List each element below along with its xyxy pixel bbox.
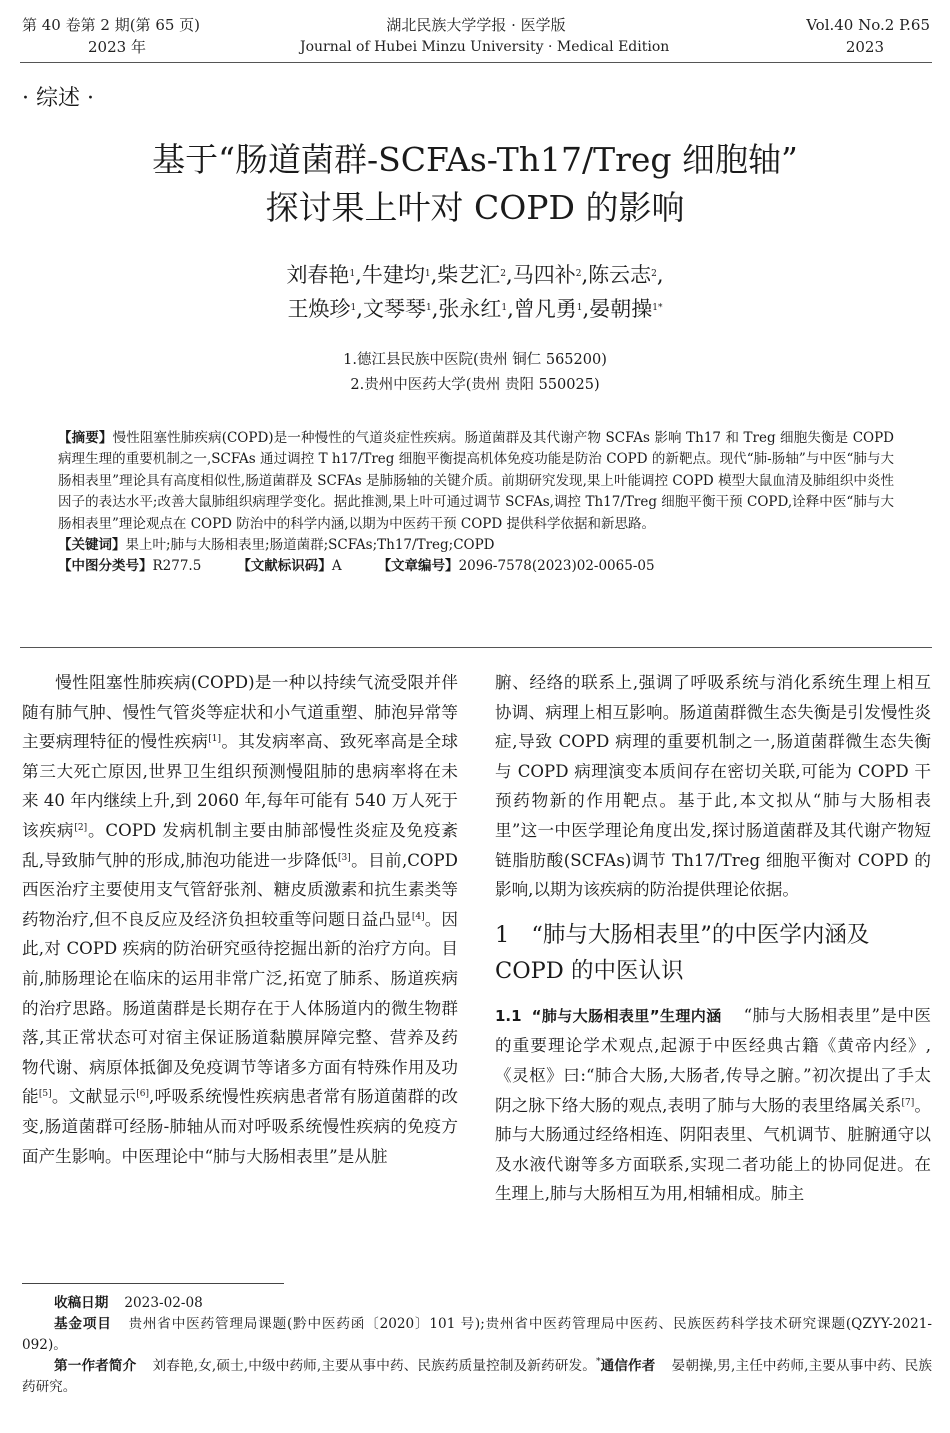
article-no-label: 【文章编号】 [377, 558, 459, 575]
doc-code-label: 【文献标识码】 [237, 558, 332, 575]
year-right: 2023 [845, 38, 884, 56]
author-affiliation-marker: 1* [652, 303, 663, 313]
clc-label: 【中图分类号】 [58, 558, 153, 575]
author-affiliation-marker: 1 [576, 303, 583, 313]
author-affiliation-marker: 2 [500, 269, 507, 279]
author-line-1: 刘春艳$^1$,牛建均$^1$,柴艺汇$^2$,马四补$^2$,陈云志$^2$, [286, 263, 664, 287]
author-affiliation-marker: 1 [425, 303, 432, 313]
author-name: 牛建均 [361, 263, 425, 287]
fund-info: 基金项目 贵州省中医药管理局课题(黔中医药函〔2020〕101 号);贵州省中医药管理局中医药、民族医药科学技术研究课题(QZYY-2021-092)。 [22, 1316, 932, 1353]
body-right-column [495, 668, 931, 1209]
clc-value: R277.5 [152, 558, 202, 575]
journal-volume-info [22, 14, 282, 58]
classification-line [58, 556, 894, 577]
abstract-rule [20, 647, 932, 648]
header-rule [20, 62, 932, 63]
section-heading-1 [495, 917, 931, 989]
author-affiliation-marker: 1 [501, 303, 508, 313]
keywords-label: 【关键词】 [58, 537, 126, 554]
subsection-number: 1.1 [495, 1006, 522, 1025]
citation-4: [4] [411, 911, 425, 922]
subsection-title: “肺与大肠相表里”生理内涵 [531, 1006, 722, 1025]
section-label: · 综述 · [22, 86, 94, 111]
author-affiliation-marker: 1 [424, 269, 431, 279]
received-label: 收稿日期 [54, 1295, 109, 1311]
citation-2: [2] [74, 822, 88, 833]
footnotes [22, 1293, 932, 1398]
keywords [58, 535, 894, 556]
vol-no-page: Vol.40 No.2 P.65 [806, 16, 930, 34]
author-name: 曾凡勇 [513, 297, 577, 321]
abstract-text: 慢性阻塞性肺疾病(COPD)是一种慢性的气道炎症性疾病。肠道菌群及其代谢产物 SCFAs 影响 Th17 和 Treg 细胞失衡是 COPD 病理生理的重要机制之一,SCFAs 通过调控 T h17/Treg 细胞平衡提高机体免疫功能是防治 COPD 的新靶点。现代“肺-肠轴”与中医“肺与大肠相表里”理论具有高度相似性,肠道菌群及 SCFAs 是肺肠轴的关键介质。前期研究发现,果上叶能调控 COPD 模型大鼠血清及肺组织中炎性因子的表达水平;改善大鼠肺组织病理学变化。据此推测,果上叶可通过调节 SCFAs,调控 Th17/Treg 细胞平衡干预 COPD,诠释中医“肺与大肠相表里”理论观点在 COPD 防治中的科学内涵,以期为中医药干预 COPD 提供科学依据和新思路。 [58, 430, 894, 532]
author-name: 陈云志 [588, 263, 652, 287]
author-name: 柴艺汇 [437, 263, 501, 287]
author-affiliation-marker: 2 [651, 269, 657, 279]
affiliations [40, 348, 910, 398]
author-affiliation-marker: 2 [575, 269, 582, 279]
citation-6: [6] [136, 1089, 150, 1100]
fund-label: 基金项目 [54, 1316, 112, 1332]
corresponding-author-label: 通信作者 [600, 1358, 656, 1374]
abstract-label: 【摘要】 [58, 430, 113, 446]
journal-page-info [740, 14, 930, 58]
journal-name-block [300, 14, 670, 58]
footnote-rule [22, 1283, 284, 1284]
citation-3: [3] [338, 852, 351, 863]
received-date: 收稿日期 2023-02-08 [54, 1295, 203, 1311]
citation-7: [7] [901, 1097, 915, 1108]
author-affiliation-marker: 1 [349, 269, 356, 279]
year: 2023 年 [88, 38, 146, 56]
intro-paragraph: 慢性阻塞性肺疾病(COPD)是一种以持续气流受限并伴随有肺气肿、慢性气管炎等症状和小气道重塑、肺泡异常等主要病理特征的慢性疾病[1]。其发病率高、致死率高是全球第三大死亡原因,世界卫生组织预测慢阻肺的患病率将在未来 40 年内继续上升,到 2060 年,每年可能有 540 万人死于该疾病[2]。COPD 发病机制主要由肺部慢性炎症及免疫紊乱,导致肺气肿的形成,肺泡功能进一步降低[3]。目前,COPD 西医治疗主要使用支气管舒张剂、糖皮质激素和抗生素类等药物治疗,但不良反应及经济负担较重等问题日益凸显[4]。因此,对 COPD 疾病的防治研究亟待挖掘出新的治疗方向。目前,肺肠理论在临床的运用非常广泛,拓宽了肺系、肠道疾病的治疗思路。肠道菌群是长期存在于人体肠道内的微生物群落,其正常状态可对宿主保证肠道黏膜屏障完整、营养及药物代谢、病原体抵御及免疫调节等诸多方面有特殊作用及功能[5]。文献显示[6],呼吸系统慢性疾病患者常有肠道菌群的改变,肠道菌群可经肠-肺轴从而对呼吸系统慢性疾病的免疫方面产生影响。中医理论中“肺与大肠相表里”是从脏 [22, 673, 459, 1166]
doc-code-value: A [331, 558, 342, 575]
author-name: 王焕珍 [287, 297, 351, 321]
author-list [40, 258, 910, 326]
section-number: 1 [495, 921, 510, 948]
journal-name-en: Journal of Hubei Minzu University · Medical Edition [300, 39, 670, 55]
author-info: 第一作者简介 刘春艳,女,硕士,中级中药师,主要从事中药、民族药质量控制及新药研发。*通信作者 晏朝操,男,主任中药师,主要从事中药、民族药研究。 [22, 1357, 932, 1395]
affiliation-2: 2.贵州中医药大学(贵州 贵阳 550025) [350, 377, 600, 393]
article-no-value: 2096-7578(2023)02-0065-05 [458, 558, 655, 575]
volume-issue: 第 40 卷第 2 期(第 65 页) [22, 16, 201, 34]
section-title: “肺与大肠相表里”的中医学内涵及 COPD 的中医认识 [495, 921, 870, 984]
author-affiliation-marker: 1 [350, 303, 357, 313]
citation-5: [5] [38, 1089, 52, 1100]
author-name: 文琴琴 [362, 297, 426, 321]
author-name: 晏朝操 [589, 297, 653, 321]
article-title [40, 136, 910, 232]
journal-name-cn: 湖北民族大学学报 · 医学版 [386, 16, 566, 34]
keywords-text: 果上叶;肺与大肠相表里;肠道菌群;SCFAs;Th17/Treg;COPD [125, 537, 495, 554]
subsection-1-1: 1.1 “肺与大肠相表里”生理内涵 “肺与大肠相表里”是中医的重要理论学术观点,起源于中医经典古籍《黄帝内经》,《灵枢》曰:“肺合大肠,大肠者,传导之腑。”初次提出了手太阴之脉下络大肠的观点,表明了肺与大肠的表里络属关系[7]。肺与大肠通过经络相连、阴阳表里、气机调节、脏腑通守以及水液代谢等多方面联系,实现二者功能上的协同促进。在生理上,肺与大肠相互为用,相辅相成。肺主 [495, 1005, 932, 1204]
author-name: 马四补 [512, 263, 576, 287]
abstract [58, 428, 894, 535]
abstract-block [58, 428, 894, 578]
body-left-column [22, 668, 458, 1171]
author-name: 刘春艳 [286, 263, 350, 287]
title-line-1: 基于“肠道菌群-SCFAs-Th17/Treg 细胞轴” [152, 140, 798, 179]
citation-1: [1] [208, 734, 221, 745]
intro-paragraph-continued: 腑、经络的联系上,强调了呼吸系统与消化系统生理上相互协调、病理上相互影响。肠道菌群微生态失衡是引发慢性炎症,导致 COPD 病理的重要机制之一,肠道菌群微生态失衡与 COPD 病理演变本质间存在密切关联,可能为 COPD 干预药物新的作用靶点。基于此,本文拟从“肺与大肠相表里”这一中医学理论角度出发,探讨肠道菌群及其代谢产物短链脂肪酸(SCFAs)调节 Th17/Treg 细胞平衡对 COPD 的影响,以期为该疾病的防治提供理论依据。 [495, 673, 931, 900]
title-line-2: 探讨果上叶对 COPD 的影响 [265, 188, 685, 227]
author-line-2: 王焕珍$^1$,文琴琴$^1$,张永红$^1$,曾凡勇$^1$,晏朝操$^{1*}$ [287, 297, 663, 321]
author-name: 张永红 [438, 297, 502, 321]
first-author-label: 第一作者简介 [54, 1358, 137, 1374]
affiliation-1: 1.德江县民族中医院(贵州 铜仁 565200) [343, 352, 607, 368]
